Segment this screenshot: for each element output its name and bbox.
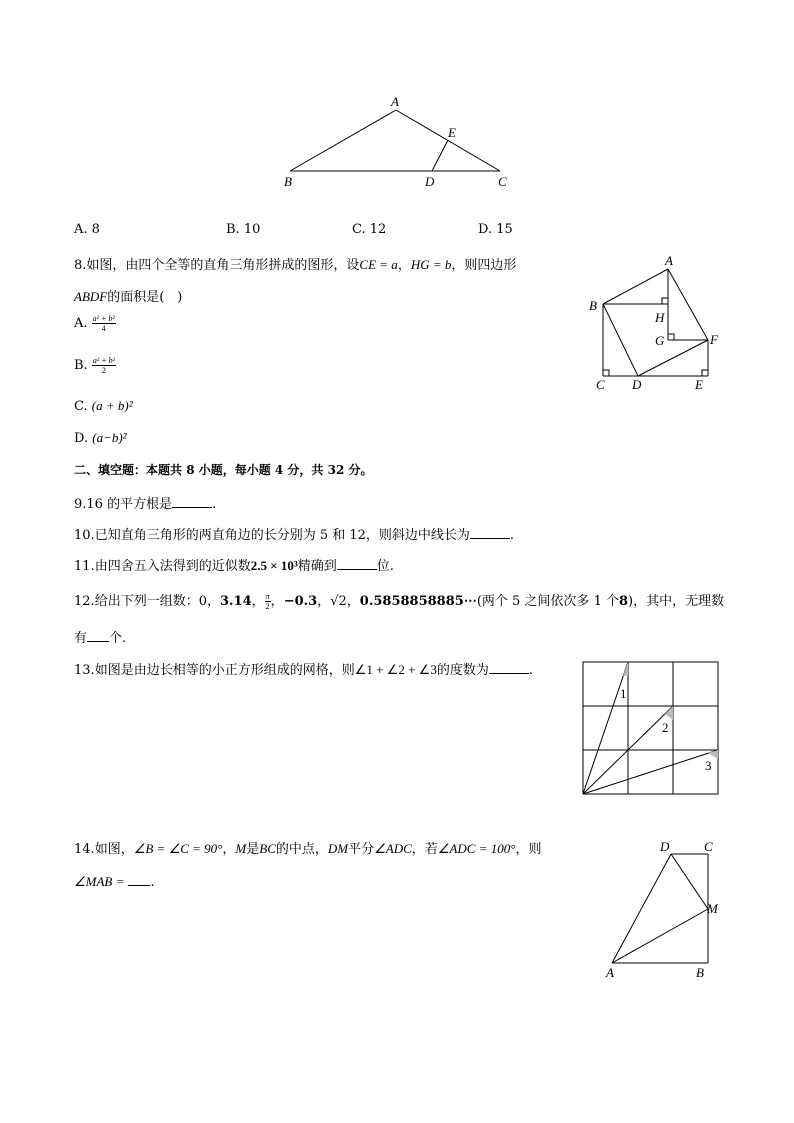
answer-blank[interactable] bbox=[337, 556, 377, 570]
answer-blank[interactable] bbox=[470, 525, 510, 539]
label-D: D bbox=[632, 377, 642, 392]
trapezoid-figure-q14 bbox=[598, 836, 728, 984]
label-C: C bbox=[498, 174, 507, 189]
q8-option-c: C. (a + b)² bbox=[74, 398, 133, 414]
label-C: C bbox=[704, 839, 713, 854]
answer-blank[interactable] bbox=[172, 494, 212, 508]
squares-figure-q8 bbox=[585, 252, 725, 397]
question-8-line2: ABDF的面积是( ) bbox=[74, 289, 183, 305]
label-B: B bbox=[284, 174, 292, 189]
fraction: $\frac{\text{a² + b²}}{4}$ bbox=[92, 314, 115, 333]
q8-option-d: D. (a−b)² bbox=[74, 430, 127, 446]
label-A: A bbox=[665, 253, 673, 268]
angle-label-1: 1 bbox=[620, 686, 627, 701]
answer-blank[interactable] bbox=[87, 628, 109, 642]
label-M: M bbox=[707, 901, 718, 916]
label-G: G bbox=[655, 333, 665, 348]
question-10: 10.已知直角三角形的两直角边的长分别为 5 和 12，则斜边中线长为 . bbox=[74, 524, 514, 543]
answer-blank[interactable] bbox=[128, 872, 150, 886]
label-B: B bbox=[696, 965, 704, 980]
angle-label-3: 3 bbox=[705, 758, 712, 773]
question-8-line1: 8.如图，由四个全等的直角三角形拼成的图形，设CE = a，HG = b，则四边形 bbox=[74, 257, 517, 273]
label-B: B bbox=[589, 298, 597, 313]
option-d: D. 15 bbox=[478, 222, 513, 237]
triangle-figure-q7 bbox=[270, 90, 530, 190]
option-c: C. 12 bbox=[352, 222, 387, 237]
question-14-line1: 14.如图，∠B = ∠C = 90°，M是BC的中点，DM平分∠ADC，若∠ADC = 100°，则 bbox=[74, 841, 542, 857]
label-D: D bbox=[660, 839, 670, 854]
label-A: A bbox=[391, 94, 399, 109]
label-H: H bbox=[655, 310, 665, 325]
fraction: $\frac{\pi}{2}$ bbox=[265, 592, 270, 611]
label-C: C bbox=[596, 377, 605, 392]
angle-label-2: 2 bbox=[662, 720, 669, 735]
option-b: B. 10 bbox=[226, 222, 261, 237]
label-D: D bbox=[425, 174, 435, 189]
question-13: 13.如图是由边长相等的小正方形组成的网格，则∠1 + ∠2 + ∠3的度数为 . bbox=[74, 662, 533, 678]
question-12-line2: 有 个. bbox=[74, 627, 126, 646]
label-F: F bbox=[710, 332, 718, 347]
question-14-line2: ∠MAB = . bbox=[74, 874, 155, 890]
q8-option-b: B. $\frac{\text{a² + b²}}{2}$ bbox=[74, 356, 116, 375]
section-heading: 二、填空题：本题共 8 小题，每小题 4 分，共 32 分。 bbox=[74, 463, 373, 477]
label-E: E bbox=[695, 377, 703, 392]
label-A: A bbox=[606, 965, 614, 980]
question-12-line1: 12.给出下列一组数：0，3.14， $\frac{\pi}{2}$ ，−0.3，√2，0.5858858885⋯(两个 5 之间依次多 1 个8)，其中，无理数 bbox=[74, 592, 725, 611]
question-number: 8. bbox=[74, 258, 87, 273]
question-9: 9.16 的平方根是 . bbox=[74, 493, 216, 512]
question-11: 11.由四舍五入法得到的近似数2.5 × 10³精确到 位. bbox=[74, 558, 394, 574]
fraction: $\frac{\text{a² + b²}}{2}$ bbox=[92, 356, 116, 375]
q8-option-a: A. $\frac{\text{a² + b²}}{4}$ bbox=[74, 314, 115, 333]
grid-figure-q13 bbox=[580, 658, 722, 798]
answer-blank[interactable] bbox=[489, 660, 529, 674]
label-E: E bbox=[448, 125, 456, 140]
option-a: A. 8 bbox=[74, 222, 100, 237]
